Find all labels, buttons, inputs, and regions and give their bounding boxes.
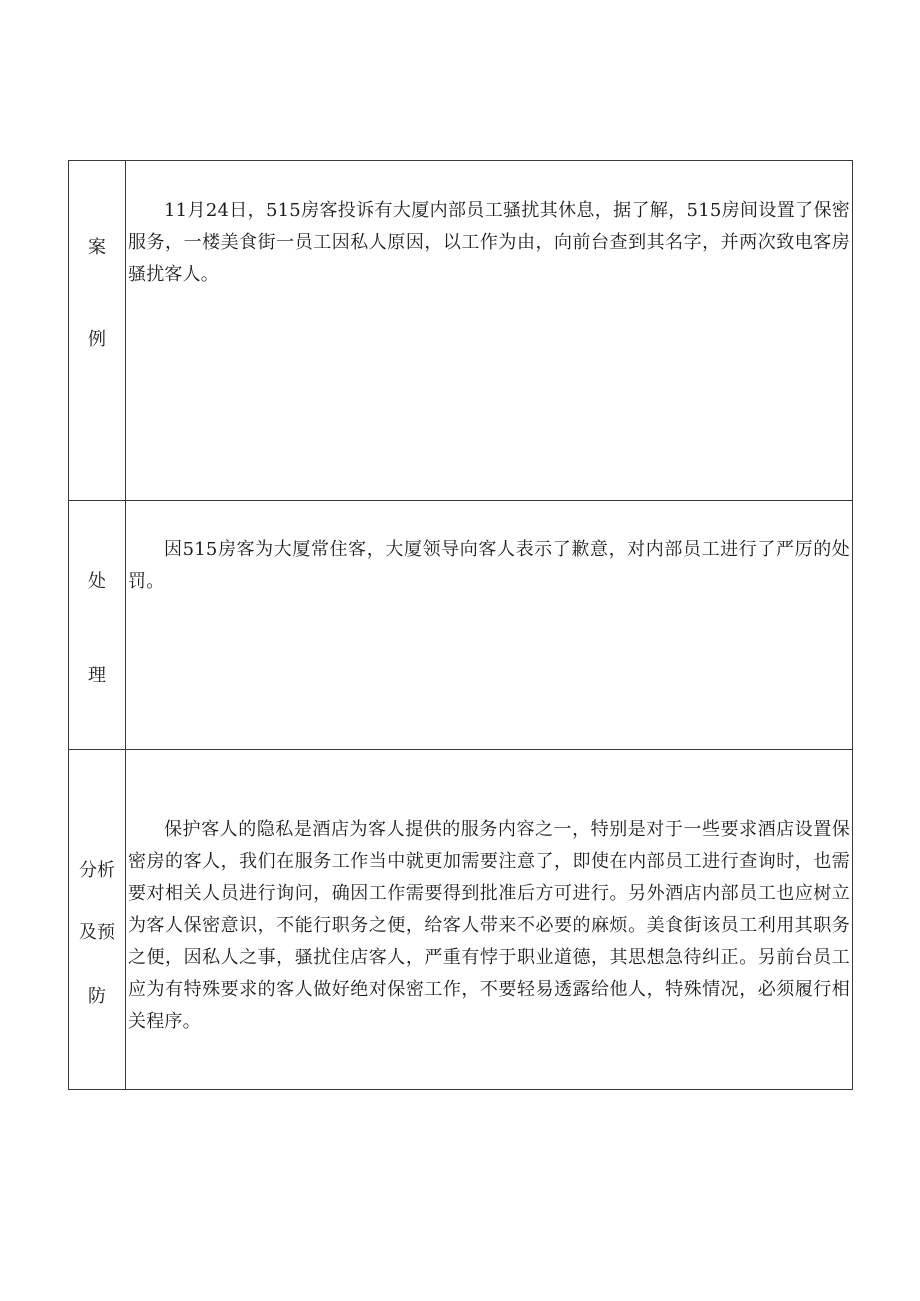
- handling-label-char-1: 处: [88, 571, 106, 592]
- case-study-table: [68, 160, 853, 1090]
- analysis-label-cell: [69, 750, 126, 1090]
- case-row: [69, 161, 853, 501]
- analysis-content-cell: [126, 750, 853, 1090]
- case-label-char-2: 例: [88, 329, 106, 350]
- case-content-cell: [126, 161, 853, 501]
- handling-content-cell: [126, 501, 853, 750]
- case-description: 11月24日，515房客投诉有大厦内部员工骚扰其休息，据了解，515房间设置了保密服务，一楼美食街一员工因私人原因，以工作为由，向前台查到其名字，并两次致电客房骚扰客人。: [128, 200, 850, 285]
- analysis-row: [69, 750, 853, 1090]
- analysis-description: 保护客人的隐私是酒店为客人提供的服务内容之一，特别是对于一些要求酒店设置保密房的客人，我们在服务工作当中就更加需要注意了，即使在内部员工进行查询时，也需要对相关人员进行询问，确因工作需要得到批准后方可进行。另外酒店内部员工也应树立为客人保密意识，不能行职务之便，给客人带来不必要的麻烦。美食街该员工利用其职务之便，因私人之事，骚扰住店客人，严重有悖于职业道德，其思想急待纠正。另前台员工应为有特殊要求的客人做好绝对保密工作，不要轻易透露给他人，特殊情况，必须履行相关程序。: [128, 819, 850, 1032]
- handling-label-char-2: 理: [88, 665, 106, 686]
- case-label-char-1: 案: [88, 237, 106, 258]
- handling-label-cell: [69, 501, 126, 750]
- case-label-cell: [69, 161, 126, 501]
- handling-description: 因515房客为大厦常住客，大厦领导向客人表示了歉意，对内部员工进行了严厉的处罚。: [128, 539, 850, 592]
- analysis-label-line-1: 分析: [79, 860, 115, 881]
- handling-row: [69, 501, 853, 750]
- analysis-label-line-2: 及预: [79, 922, 115, 943]
- analysis-label-line-3: 防: [88, 986, 106, 1007]
